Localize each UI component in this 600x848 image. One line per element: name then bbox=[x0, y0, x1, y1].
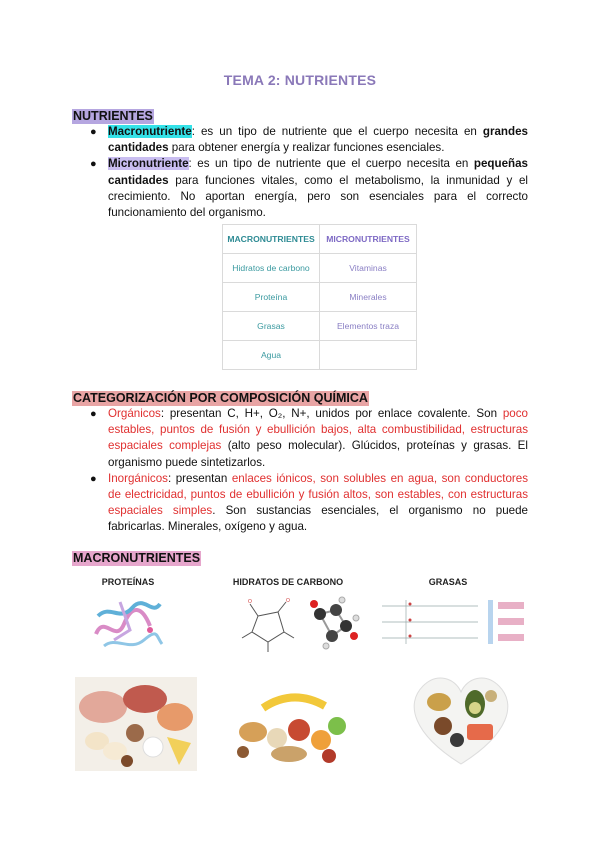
text: : es un tipo de nutriente que el cuerpo necesita en bbox=[188, 157, 474, 171]
protein-foods-photo bbox=[75, 677, 197, 771]
carbohydrate-foods-photo bbox=[233, 688, 353, 768]
section-heading-categorizacion: CATEGORIZACIÓN POR COMPOSICIÓN QUÍMICA bbox=[73, 391, 368, 405]
svg-text:O: O bbox=[248, 599, 252, 605]
bullet-dot: ● bbox=[90, 408, 97, 420]
table-cell: Minerales bbox=[320, 283, 417, 312]
text: para funciones vitales, como el metabolismo, la inmunidad y el crecimiento. No aportan energía, pero son esenciales para el correcto funcionamiento del organismo. bbox=[108, 173, 528, 220]
red-text: enlaces iónicos, son solubles en agua, son conductores de electricidad, puntos de ebullición y fusión altos, son estables, con estructuras espaciales simples bbox=[108, 471, 529, 518]
term-micronutriente: Micronutriente bbox=[108, 157, 189, 171]
label-hidratos: HIDRATOS DE CARBONO bbox=[232, 577, 344, 587]
label-grasas: GRASAS bbox=[428, 577, 468, 587]
term-macronutriente: Macronutriente bbox=[108, 125, 192, 138]
term-organicos: Orgánicos bbox=[108, 407, 161, 420]
table-cell: Grasas bbox=[223, 312, 320, 341]
bullet-dot: ● bbox=[90, 126, 97, 138]
term-inorganicos: Inorgánicos bbox=[108, 471, 168, 485]
page-title: TEMA 2: NUTRIENTES bbox=[223, 72, 377, 88]
table-header-micro: MICRONUTRIENTES bbox=[320, 225, 417, 254]
table-cell: Elementos traza bbox=[320, 312, 417, 341]
bullet-dot: ● bbox=[90, 472, 97, 485]
bullet-dot: ● bbox=[90, 158, 97, 171]
fats-foods-photo bbox=[403, 664, 519, 770]
label-proteinas: PROTEÍNAS bbox=[101, 577, 155, 587]
svg-text:O: O bbox=[286, 598, 290, 604]
table-cell: Hidratos de carbono bbox=[223, 254, 320, 283]
glucose-formula-image bbox=[238, 596, 300, 654]
table-cell: Proteína bbox=[223, 283, 320, 312]
text: : presentan bbox=[167, 471, 232, 485]
table-cell: Vitaminas bbox=[320, 254, 417, 283]
bold-text: grandes cantidades bbox=[108, 125, 528, 155]
section-heading-macronutrientes: MACRONUTRIENTES bbox=[73, 551, 201, 565]
bullet-micronutriente bbox=[72, 156, 528, 221]
red-text: poco estables, puntos de fusión y ebullición bajos, alta combustibilidad, estructuras espaciales complejas bbox=[108, 407, 528, 453]
text: para obtener energía y realizar funciones esenciales. bbox=[168, 141, 445, 155]
bullet-macronutriente bbox=[72, 124, 528, 156]
bullet-organicos bbox=[72, 406, 528, 471]
protein-structure-image bbox=[90, 596, 166, 654]
nutrients-table bbox=[222, 224, 417, 370]
text: : presentan C, H+, O₂, N+, unidos por enlace covalente. Son bbox=[160, 407, 503, 420]
text: . Son sustancias esenciales, el organismo no puede fabricarlas. Minerales, oxígeno y agua. bbox=[108, 504, 529, 534]
table-header-macro: MACRONUTRIENTES bbox=[223, 225, 320, 254]
bullet-inorganicos bbox=[72, 471, 528, 536]
table-cell bbox=[320, 341, 417, 370]
section-heading-nutrientes: NUTRIENTES bbox=[73, 109, 153, 123]
chemical-categories bbox=[72, 406, 528, 536]
table-cell: Agua bbox=[223, 341, 320, 370]
text: : es un tipo de nutriente que el cuerpo necesita en bbox=[191, 125, 483, 138]
glucose-model-image bbox=[306, 596, 364, 650]
nutrient-definitions bbox=[72, 124, 528, 221]
text: (alto peso molecular). Glúcidos, proteínas y grasas. El organismo puede sintetizarlos. bbox=[108, 439, 528, 469]
bold-text: pequeñas cantidades bbox=[108, 157, 528, 187]
triglyceride-diagram-image bbox=[378, 596, 528, 648]
